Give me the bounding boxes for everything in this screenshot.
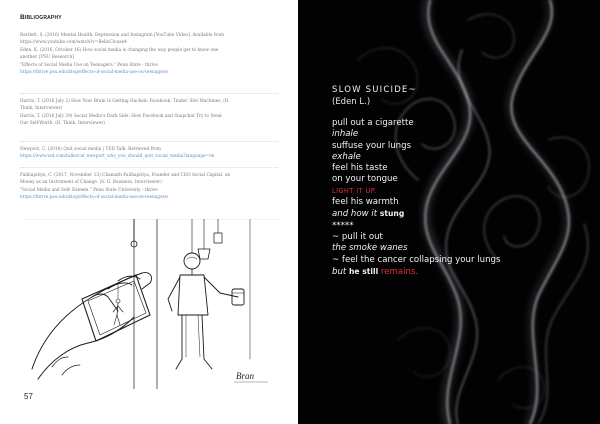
- page-number: 57: [24, 392, 33, 401]
- reference-text: "Social Media and Self- Esteem." Penn State University - thrive: [20, 187, 158, 193]
- poem-text-fragment: but: [332, 266, 350, 277]
- poem-line: [332, 129, 500, 140]
- poem-line: [332, 232, 500, 243]
- poem-text-fragment: feel his warmth: [332, 197, 399, 208]
- reference-text: Newport, C. (2016) Quit social media | TED Talk. Retrieved from: [20, 147, 161, 152]
- hand-holding-phone-illustration: [22, 219, 280, 389]
- poem-line: [332, 152, 500, 163]
- poem-text-fragment: LIGHT IT UP.: [332, 186, 377, 195]
- poem-text-fragment: ~ feel the cancer collapsing your lungs: [332, 254, 501, 265]
- bibliography-entry: [20, 32, 280, 76]
- reference-text: Bartlett, S. (2016) Mental Health, Depression and Instagram [YouTube Video]. Available from: [20, 33, 225, 38]
- bibliography-entry: [20, 98, 280, 128]
- poem-line: [332, 186, 500, 197]
- reference-text: another. [PSU Research]: [20, 55, 74, 61]
- poem-line: [332, 174, 500, 185]
- reference-text: Eden, K. (2016, October 16) How social media is changing the way people get to know one: [20, 47, 219, 53]
- poem-text-fragment: suffuse your lungs: [332, 140, 412, 151]
- reference-text: https://www.youtube.com/watch?v=BelloClouse4: [20, 40, 127, 46]
- poem-text-fragment: remains.: [380, 266, 419, 277]
- entry-divider: [20, 141, 278, 142]
- poem-text-fragment: on your tongue: [332, 174, 398, 185]
- poem-line: [332, 208, 500, 220]
- bibliography-entry: [20, 172, 280, 202]
- poem-title: SLOW SUICIDE~: [332, 85, 417, 95]
- poem-text-fragment: he still: [349, 266, 381, 276]
- entry-divider: [20, 93, 278, 94]
- reference-text: Think, Interviewer): [20, 106, 63, 112]
- reference-link[interactable]: https://www.ted.com/talks/cal_newport_why_you_should_quit_social_media?language=en: [20, 154, 215, 160]
- reference-link[interactable]: https://thrive.psu.edu/blog/effects-of-social-media-use-on-teenagers/: [20, 70, 169, 76]
- reference-text: Our Self-Worth. (R. Think, Interviewer): [20, 121, 106, 127]
- reference-text: Harris, T. (2016 July 29) Social Media's Dark Side: How Facebook and Snapchat Try to Steal: [20, 113, 222, 119]
- poem-lines: [332, 118, 500, 278]
- poem-line: [332, 141, 500, 152]
- poem-text-fragment: *****: [332, 220, 354, 231]
- poem-text-fragment: inhale: [332, 129, 359, 140]
- poem-line: [332, 221, 500, 232]
- poem-line: [332, 163, 500, 174]
- poem-text-fragment: ~ pull it out: [332, 231, 383, 242]
- bibliography-entry: [20, 146, 280, 161]
- artist-signature: Bran: [236, 371, 254, 381]
- poem-text-fragment: pull out a cigarette: [332, 118, 414, 128]
- reference-text: Harris, T. (2016 July 2) How Your Brain Is Getting Hacked: Facebook, Tinder, Slot Machines. (R.: [20, 99, 230, 104]
- poem-text-fragment: feel his taste: [332, 163, 388, 174]
- left-page: [0, 0, 298, 424]
- bibliography-heading: Bibliography: [20, 14, 62, 21]
- poem-line: [332, 197, 500, 208]
- poem-text-fragment: stung: [379, 209, 405, 219]
- reference-text: "Effects of Social Media Use on Teenagers." Penn State - thrive: [20, 62, 158, 68]
- poem-line: [332, 243, 500, 254]
- poem-text-fragment: and how it: [332, 209, 380, 220]
- entry-divider: [20, 167, 278, 168]
- poem-line: [332, 118, 500, 129]
- poem-text-fragment: exhale: [332, 151, 361, 162]
- poem: [332, 84, 500, 278]
- poem-line: [332, 255, 500, 266]
- reference-text: Money as an Instrument of Change. (S. G. Business, Interviewer): [20, 180, 162, 186]
- poem-line: [332, 266, 500, 278]
- right-page: [298, 0, 600, 424]
- reference-text: Palihapitiya, C. (2017, November 13) Chamath Palihapitiya, Founder and CEO Social Capital, on: [20, 173, 231, 178]
- poem-text-fragment: the smoke wanes: [332, 243, 408, 254]
- reference-link[interactable]: https://thrive.psu.edu/blog/effects-of-social-media-use-on-teenagers/: [20, 195, 169, 201]
- poem-author: (Eden L.): [332, 97, 371, 107]
